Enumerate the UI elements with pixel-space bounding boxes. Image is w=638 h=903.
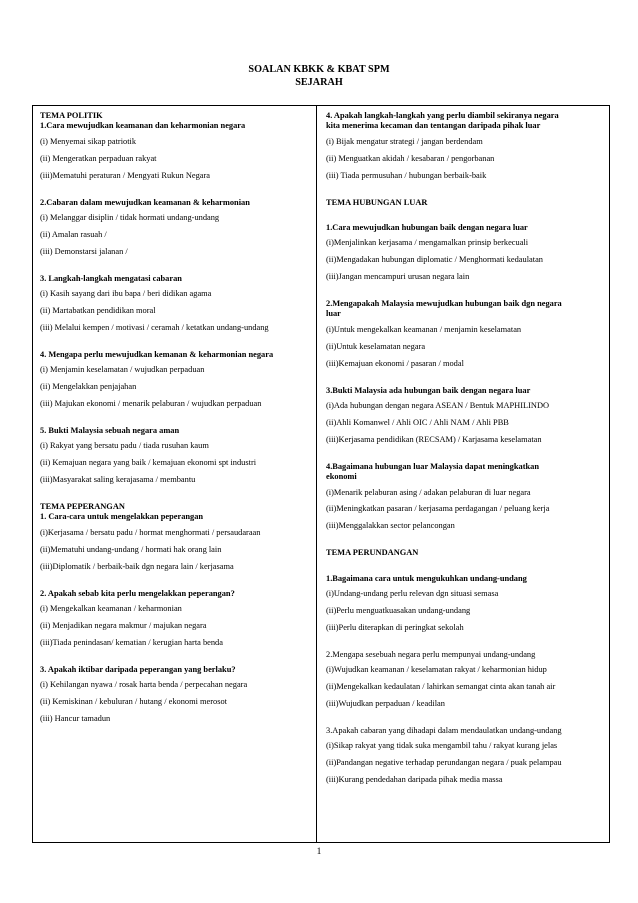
document-title	[0, 63, 638, 89]
answer-item: (i)Menarik pelaburan asing / adakan pelaburan di luar negara	[326, 487, 531, 497]
answer-item: (ii)Mengadakan hubungan diplomatic / Menghormati kedaulatan	[326, 255, 543, 265]
question-heading: 2.Mengapakah Malaysia mewujudkan hubungan baik dgn negara luar	[326, 299, 562, 319]
answer-item: (i) Mengekalkan keamanan / keharmonian	[40, 603, 182, 613]
answer-item: (ii)Mengekalkan kedaulatan / lahirkan semangat cinta akan tanah air	[326, 682, 556, 692]
answer-item: (i) Menjamin keselamatan / wujudkan perpaduan	[40, 365, 205, 375]
answer-item: (i)Undang-undang perlu relevan dgn situasi semasa	[326, 589, 499, 599]
answer-item: (i) Kehilangan nyawa / rosak harta benda / perpecahan negara	[40, 680, 248, 690]
answer-item: (ii)Untuk keselamatan negara	[326, 341, 426, 351]
answer-item: (ii) Martabatkan pendidikan moral	[40, 305, 156, 315]
question-block	[40, 589, 312, 665]
page-number: 1	[316, 847, 322, 857]
question-block	[326, 198, 608, 223]
right-column	[326, 111, 608, 802]
answer-item: (ii)Pandangan negative terhadap perundangan negara / puak pelampau	[326, 758, 562, 768]
question-heading: 4. Apakah langkah-langkah yang perlu diambil sekiranya negara kita menerima kecaman dan tentangan daripada pihak luar	[326, 111, 559, 131]
question-heading: TEMA POLITIK 1.Cara mewujudkan keamanan dan keharmonian negara	[40, 111, 246, 131]
title-line-1: SOALAN KBKK & KBAT SPM	[248, 64, 390, 75]
answer-item: (ii) Kemiskinan / kebuluran / hutang / ekonomi merosot	[40, 697, 228, 706]
question-heading: 3.Bukti Malaysia ada hubungan baik dengan negara luar	[326, 385, 531, 395]
question-block	[326, 299, 608, 386]
question-block	[40, 426, 312, 502]
answer-item: (i) Rakyat yang bersatu padu / tiada rusuhan kaum	[40, 441, 209, 451]
question-block	[326, 223, 608, 299]
title-line-2: SEJARAH	[295, 77, 343, 88]
answer-item: (i) Bijak mengatur strategi / jangan berdendam	[326, 136, 483, 146]
answer-item: (i)Menjalinkan kerjasama / mengamalkan prinsip berkecuali	[326, 238, 529, 248]
answer-item: (ii) Kemajuan negara yang baik / kemajuan ekonomi spt industri	[40, 458, 257, 468]
answer-item: (iii)Perlu diterapkan di peringkat sekolah	[326, 622, 464, 632]
answer-item: (iii) Demonstarsi jalanan /	[40, 246, 128, 256]
answer-item: (i)Wujudkan keamanan / keselamatan rakyat / keharmonian hidup	[326, 665, 547, 675]
answer-item: (ii)Meningkatkan pasaran / kerjasama perdagangan / peluang kerja	[326, 504, 550, 514]
question-heading: 4. Mengapa perlu mewujudkan kemanan & keharmonian negara	[40, 349, 274, 359]
answer-item: (i)Ada hubungan dengan negara ASEAN / Bentuk MAPHILINDO	[326, 401, 550, 410]
answer-item: (i) Melanggar disiplin / tidak hormati undang-undang	[40, 212, 220, 222]
question-block	[326, 386, 608, 462]
answer-item: (iii)Kemajuan ekonomi / pasaran / modal	[326, 358, 464, 368]
question-block	[326, 650, 608, 726]
answer-item: (iii)Wujudkan perpaduan / keadilan	[326, 699, 445, 708]
question-block	[40, 198, 312, 274]
question-block	[40, 111, 312, 198]
answer-item: (i)Sikap rakyat yang tidak suka mengambil tahu / rakyat kurang jelas	[326, 741, 558, 751]
answer-item: (iii) Hancur tamadun	[40, 713, 111, 723]
question-block	[40, 502, 312, 589]
question-heading: 3.Apakah cabaran yang dihadapi dalam mendaulatkan undang-undang	[326, 725, 562, 735]
answer-item: (ii)Mematuhi undang-undang / hormati hak orang lain	[40, 544, 222, 554]
answer-item: (ii) Mengelakkan penjajahan	[40, 382, 137, 392]
question-heading: 3. Apakah iktibar daripada peperangan yang berlaku?	[40, 664, 236, 674]
question-block	[40, 665, 312, 741]
question-block	[326, 462, 608, 549]
answer-item: (ii)Ahli Komanwel / Ahli OIC / Ahli NAM / Ahli PBB	[326, 417, 509, 427]
question-heading: TEMA HUBUNGAN LUAR	[326, 197, 428, 207]
answer-item: (iii) Tiada permusuhan / hubungan berbaik-baik	[326, 170, 487, 180]
answer-item: (iii)Diplomatik / berbaik-baik dgn negara lain / kerjasama	[40, 561, 234, 571]
answer-item: (ii) Menguatkan akidah / kesabaran / pengorbanan	[326, 153, 495, 163]
answer-item: (iii)Kurang pendedahan daripada pihak media massa	[326, 775, 503, 785]
answer-item: (i) Menyemai sikap patriotik	[40, 136, 137, 146]
question-heading: 1.Bagaimana cara untuk mengukuhkan undang-undang	[326, 573, 527, 583]
answer-item: (ii)Perlu menguatkuasakan undang-undang	[326, 605, 471, 615]
question-block	[326, 111, 608, 198]
left-column	[40, 111, 312, 741]
answer-item: (iii) Melalui kempen / motivasi / ceramah / ketatkan undang-undang	[40, 322, 269, 332]
answer-item: (iii)Jangan mencampuri urusan negara lain	[326, 272, 470, 282]
question-block	[326, 574, 608, 650]
answer-item: (iii)Mematuhi peraturan / Mengyati Rukun Negara	[40, 170, 211, 180]
answer-item: (iii)Kerjasama pendidikan (RECSAM) / Karjasama keselamatan	[326, 434, 542, 444]
question-block	[40, 350, 312, 426]
question-heading: 1.Cara mewujudkan hubungan baik dengan negara luar	[326, 222, 528, 232]
column-divider	[316, 105, 317, 843]
question-heading: 4.Bagaimana hubungan luar Malaysia dapat meningkatkan ekonomi	[326, 461, 540, 482]
answer-item: (i)Untuk mengekalkan keamanan / menjamin keselamatan	[326, 324, 522, 334]
answer-item: (ii) Mengeratkan perpaduan rakyat	[40, 153, 157, 163]
question-heading: 5. Bukti Malaysia sebuah negara aman	[40, 425, 180, 435]
answer-item: (i) Kasih sayang dari ibu bapa / beri didikan agama	[40, 289, 212, 299]
answer-item: (i)Kerjasama / bersatu padu / hormat menghormati / persaudaraan	[40, 527, 261, 537]
question-heading: TEMA PERUNDANGAN	[326, 548, 419, 558]
answer-item: (iii)Tiada penindasan/ kematian / kerugian harta benda	[40, 637, 223, 647]
question-block	[326, 548, 608, 573]
question-block	[40, 274, 312, 350]
answer-item: (ii) Menjadikan negara makmur / majukan negara	[40, 620, 207, 630]
answer-item: (ii) Amalan rasuah /	[40, 229, 107, 239]
question-heading: 3. Langkah-langkah mengatasi cabaran	[40, 273, 182, 283]
question-block	[326, 726, 608, 802]
answer-item: (iii) Majukan ekonomi / menarik pelaburan / wujudkan perpaduan	[40, 399, 262, 408]
question-heading: 2. Apakah sebab kita perlu mengelakkan peperangan?	[40, 588, 235, 598]
question-heading: 2.Mengapa sesebuah negara perlu mempunyai undang-undang	[326, 649, 536, 659]
answer-item: (iii)Menggalakkan sector pelancongan	[326, 521, 455, 531]
question-heading: TEMA PEPERANGAN 1. Cara-cara untuk mengelakkan peperangan	[40, 502, 204, 522]
question-heading: 2.Cabaran dalam mewujudkan keamanan & keharmonian	[40, 197, 250, 207]
answer-item: (iii)Masyarakat saling kerajasama / membantu	[40, 475, 196, 485]
